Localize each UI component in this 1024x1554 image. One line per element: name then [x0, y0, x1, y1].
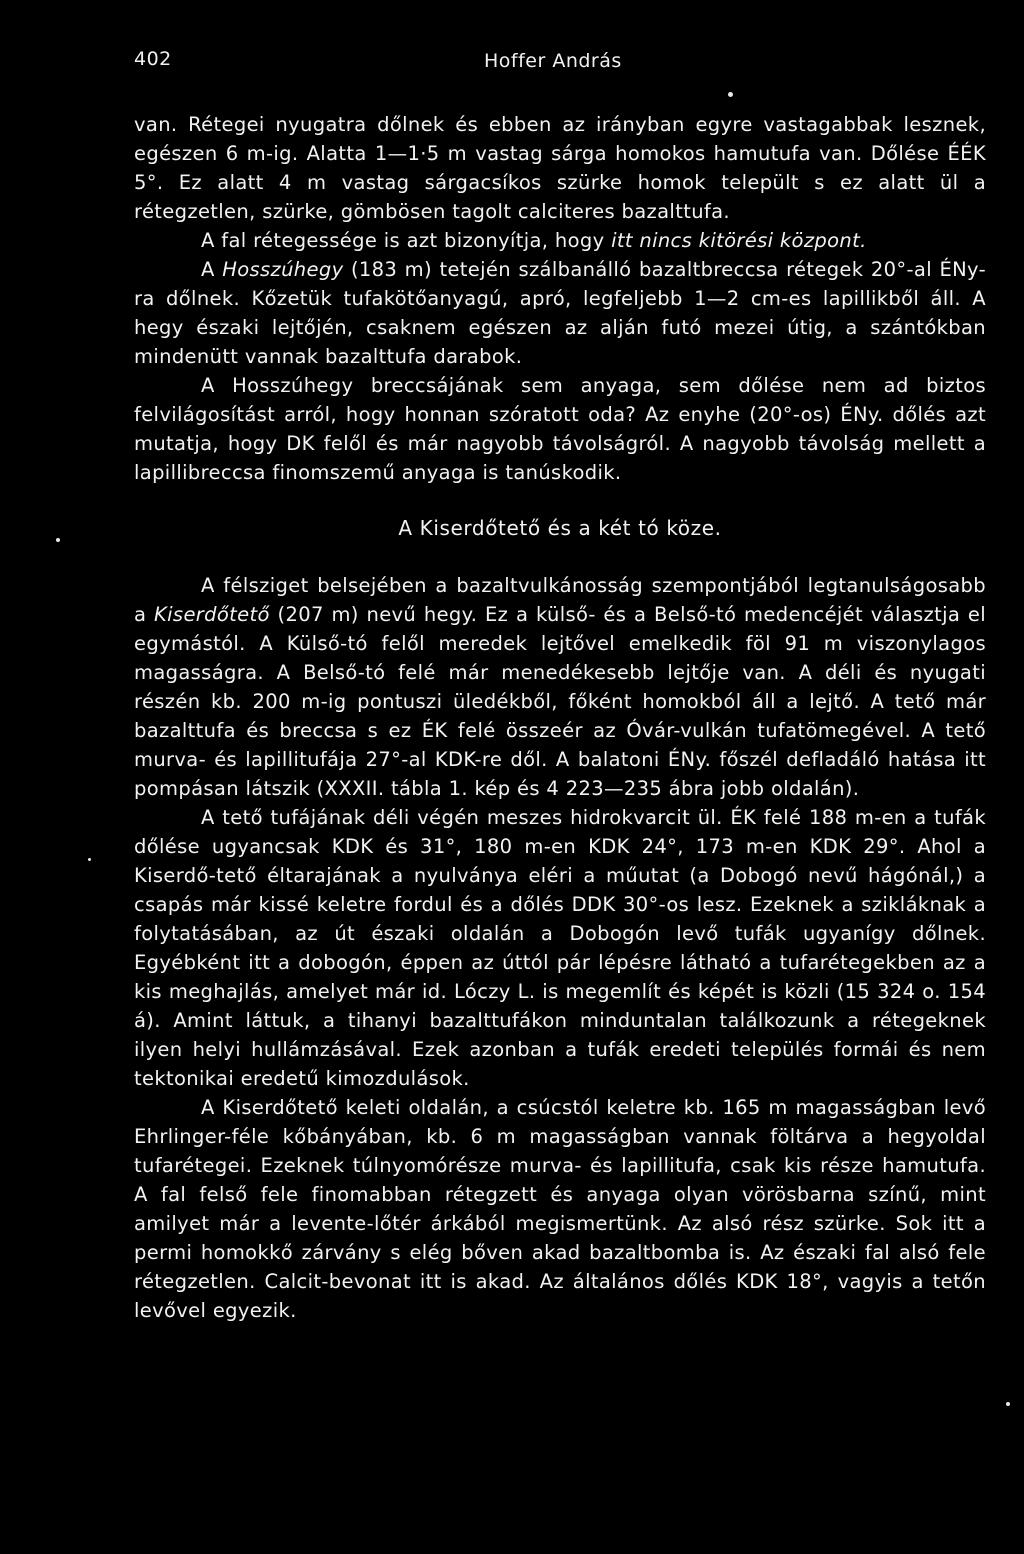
- paragraph-text: A: [201, 258, 223, 281]
- scan-speck: [56, 538, 60, 542]
- paragraph: [134, 571, 986, 803]
- page-number: 402: [134, 48, 172, 70]
- running-head: Hoffer András: [484, 50, 622, 72]
- paragraph-text: A fal rétegessége is azt bizonyítja, hogy: [201, 229, 612, 252]
- paragraph: [134, 226, 986, 255]
- paragraph-text: A félsziget belsejében a bazaltvulkánosság szempontjából legtanulságosabb a: [134, 574, 986, 626]
- section-heading: A Kiserdőtető és a két tó köze.: [398, 516, 722, 540]
- paragraph: A Kiserdőtető keleti oldalán, a csúcstól keletre kb. 165 m magasságban levő Ehrlinger-féle kőbányában, kb. 6 m magasságban vannak föltárva a hegyoldal tufarétegei. Ezeknek túlnyomórésze murva- és lapillitufa, csak kis része hamutufa. A fal felső fele finomabban rétegzett és anyaga olyan vörösbarna színű, mint amilyet már a levente-lőtér árkából megismertünk. Az alsó rész szürke. Sok itt a permi homokkő zárvány s elég bőven akad bazaltbomba is. Az északi fal alsó fele rétegzetlen. Calcit-bevonat itt is akad. Az általános dőlés KDK 18°, vagyis a tetőn levővel egyezik.: [134, 1096, 986, 1322]
- place-name-hosszuhegy: Hosszúhegy: [222, 258, 344, 281]
- paragraph: van. Rétegei nyugatra dőlnek és ebben az irányban egyre vastagabbak lesznek, egészen 6 m-ig. Alatta 1—1·5 m vastag sárga homokos hamutufa van. Dőlése ÉÉK 5°. Ez alatt 4 m vastag sárgacsíkos szürke homok települt s ez alatt ül a rétegzetlen, szürke, gömbösen tagolt calciteres bazalttufa.: [134, 113, 986, 223]
- scan-speck: [1006, 1402, 1010, 1406]
- paragraph: A tető tufájának déli végén meszes hidrokvarcit ül. ÉK felé 188 m-en a tufák dőlése ugyancsak KDK és 31°, 180 m-en KDK 24°, 173 m-en KDK 29°. Ahol a Kiserdő-tető éltarajának a nyulványa eléri a műutat (a Dobogó nevű hágónál,) a csapás már kissé keletre fordul és a dőlés DDK 30°-os lesz. Ezeknek a szikláknak a folytatásában, az út északi oldalán a Dobogón levő tufák ugyanígy dőlnek. Egyébként itt a dobogón, éppen az úttól pár lépésre látható a tufarétegekben az a kis meghajlás, amelyet már id. Lóczy L. is megemlít és képét is közli (15 324 o. 154 á). Amint láttuk, a tihanyi bazalttufákon minduntalan találkozunk a rétegeknek ilyen helyi hullámzásával. Ezek azonban a tufák eredeti település formái és nem tektonikai eredetű kimozdulások.: [134, 806, 986, 1090]
- paragraph: A Hosszúhegy breccsájának sem anyaga, sem dőlése nem ad biztos felvilágosítást arról, hogy honnan szóratott oda? Az enyhe (20°-os) ÉNy. dőlés azt mutatja, hogy DK felől és már nagyobb távolságról. A nagyobb távolság mellett a lapillibreccsa finomszemű anyaga is tanúskodik.: [134, 374, 986, 484]
- scan-speck: [88, 858, 91, 861]
- place-name-kiserdoteto: Kiserdőtető: [154, 603, 270, 626]
- page-body: [134, 110, 986, 1325]
- page-header: [134, 48, 634, 80]
- paragraph: [134, 255, 986, 371]
- emphasis-text: itt nincs kitörési központ.: [611, 229, 867, 252]
- scan-speck: [728, 92, 733, 97]
- paragraph-text: (183 m) tetején szálbanálló bazaltbreccsa rétegek 20°-al ÉNy-ra dőlnek. Kőzetük tufakötőanyagú, apró, legfeljebb 1—2 cm-es lapillikből áll. A hegy északi lejtőjén, csaknem egészen az alján futó mezei útig, a szántókban mindenütt vannak bazalttufa darabok.: [134, 258, 986, 368]
- paragraph-text: (207 m) nevű hegy. Ez a külső- és a Belső-tó medencéjét választja el egymástól. A Külső-tó felől meredek lejtővel emelkedik föl 91 m viszonylagos magasságra. A Belső-tó felé már menedékesebb lejtője van. A déli és nyugati részén kb. 200 m-ig pontuszi üledékből, főként homokból áll a lejtő. A tető már bazalttufa és breccsa s ez ÉK felé összeér az Óvár-vulkán tufatömegével. A tető murva- és lapillitufája 27°-al KDK-re dől. A balatoni ÉNy. főszél defladáló hatása itt pompásan látszik (XXXII. tábla 1. kép és 4 223—235 ábra jobb oldalán).: [134, 603, 986, 800]
